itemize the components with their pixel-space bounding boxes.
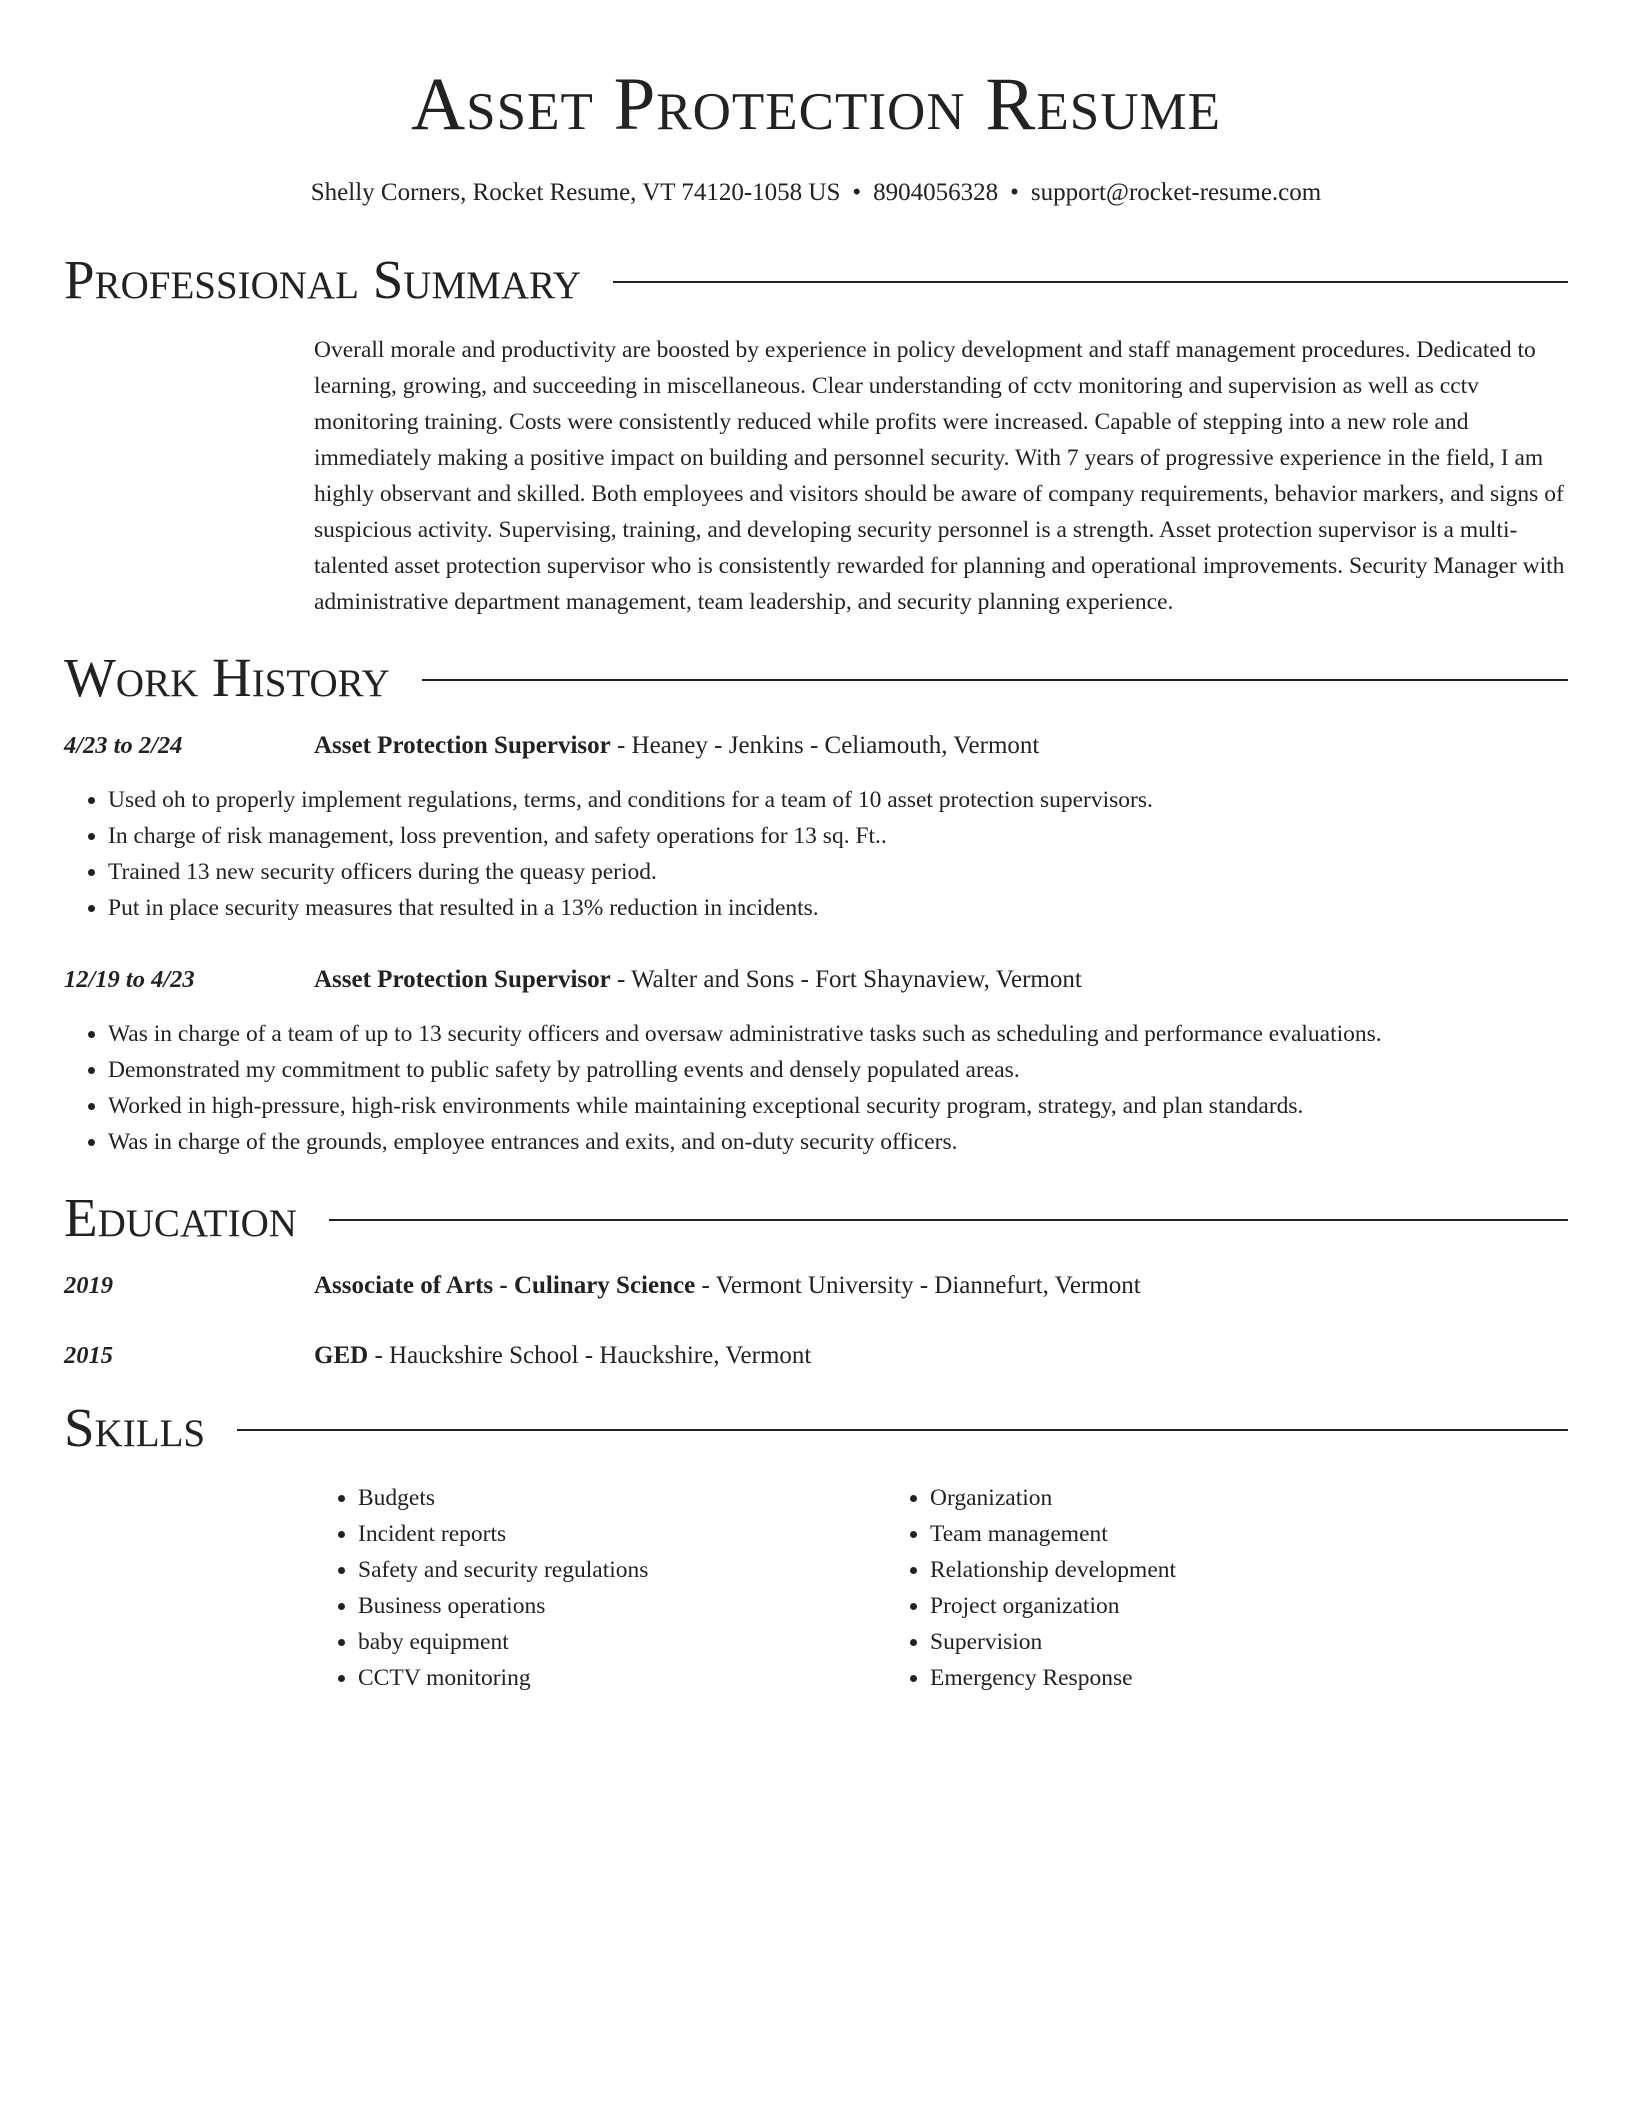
contact-email: support@rocket-resume.com xyxy=(1030,179,1322,206)
job-bullet: • Was in charge of a team of up to 13 security officers and oversaw administrative tasks such as scheduling and performance evaluations. xyxy=(108,1016,1568,1052)
skill-item: • Budgets xyxy=(358,1480,886,1516)
job-bullets xyxy=(64,1016,1568,1160)
contact-phone: 8904056328 xyxy=(873,179,999,206)
education-section-header xyxy=(64,1186,1568,1250)
skill-item: • baby equipment xyxy=(358,1624,886,1660)
job-header xyxy=(64,962,1568,998)
education-degree: GED xyxy=(314,1342,369,1369)
job-entry xyxy=(64,728,1568,926)
work-section-header xyxy=(64,646,1568,710)
job-bullet: • Used oh to properly implement regulations, terms, and conditions for a team of 10 asset protection supervisors. xyxy=(108,782,1568,818)
job-bullet: • Trained 13 new security officers during the queasy period. xyxy=(108,854,1568,890)
skill-item: • Supervision xyxy=(930,1624,1458,1660)
education-heading: Education xyxy=(64,1187,297,1248)
job-details: - Heaney - Jenkins - Celiamouth, Vermont xyxy=(610,732,1040,759)
contact-line xyxy=(64,176,1568,210)
skills-grid xyxy=(314,1480,1568,1696)
job-dates: 4/23 to 2/24 xyxy=(64,732,183,759)
summary-section-header xyxy=(64,248,1568,312)
education-details: - Vermont University - Diannefurt, Vermont xyxy=(695,1272,1141,1299)
section-divider xyxy=(422,679,1568,681)
job-entry xyxy=(64,962,1568,1160)
job-header xyxy=(64,728,1568,764)
job-details: - Walter and Sons - Fort Shaynaview, Vermont xyxy=(610,966,1082,993)
skill-item: • Team management xyxy=(930,1516,1458,1552)
job-title-line xyxy=(314,962,1568,998)
education-degree: Associate of Arts - Culinary Science xyxy=(314,1272,696,1299)
job-bullet: • Demonstrated my commitment to public safety by patrolling events and densely populated areas. xyxy=(108,1052,1568,1088)
skills-section-header xyxy=(64,1396,1568,1460)
skill-item: • Relationship development xyxy=(930,1552,1458,1588)
education-year: 2019 xyxy=(64,1272,113,1299)
section-divider xyxy=(613,281,1568,283)
section-divider xyxy=(237,1429,1568,1431)
job-dates: 12/19 to 4/23 xyxy=(64,966,195,993)
job-bullet: • Put in place security measures that resulted in a 13% reduction in incidents. xyxy=(108,890,1568,926)
skills-column-right xyxy=(886,1480,1458,1696)
job-bullet: • Was in charge of the grounds, employee entrances and exits, and on-duty security officers. xyxy=(108,1124,1568,1160)
contact-address: Shelly Corners, Rocket Resume, VT 74120-1058 US xyxy=(310,179,841,206)
contact-separator: • xyxy=(852,179,862,206)
contact-separator: • xyxy=(1010,179,1019,206)
job-bullets xyxy=(64,782,1568,926)
work-heading: Work History xyxy=(64,647,390,708)
skill-item: • CCTV monitoring xyxy=(358,1660,886,1696)
education-year: 2015 xyxy=(64,1342,113,1369)
summary-heading: Professional Summary xyxy=(64,249,582,310)
education-entry xyxy=(64,1338,1568,1374)
skill-item: • Project organization xyxy=(930,1588,1458,1624)
skills-column-left xyxy=(314,1480,886,1696)
job-title: Asset Protection Supervisor xyxy=(314,732,611,759)
skills-heading: Skills xyxy=(64,1397,206,1458)
education-line xyxy=(314,1338,1568,1374)
skill-item: • Incident reports xyxy=(358,1516,886,1552)
education-details: - Hauckshire School - Hauckshire, Vermont xyxy=(368,1342,812,1369)
education-entry xyxy=(64,1268,1568,1304)
job-title-line xyxy=(314,728,1568,764)
job-title: Asset Protection Supervisor xyxy=(314,966,611,993)
summary-text: Overall morale and productivity are boosted by experience in policy development and staff management procedures. Dedicated to learning, growing, and succeeding in miscellaneous. Clear understanding of cctv monitoring and supervision as well as cctv monitoring training. Costs were consistently reduced while profits were increased. Capable of stepping into a new role and immediately making a positive impact on building and personnel security. With 7 years of progressive experience in the field, I am highly observant and skilled. Both employees and visitors should be aware of company requirements, behavior markers, and signs of suspicious activity. Supervising, training, and developing security personnel is a strength. Asset protection supervisor is a multi-talented asset protection supervisor who is consistently rewarded for planning and operational improvements. Security Manager with administrative department management, team leadership, and security planning experience. xyxy=(314,337,1565,615)
skill-item: • Safety and security regulations xyxy=(358,1552,886,1588)
skill-item: • Business operations xyxy=(358,1588,886,1624)
section-divider xyxy=(329,1219,1568,1221)
job-bullet: • In charge of risk management, loss prevention, and safety operations for 13 sq. Ft.. xyxy=(108,818,1568,854)
resume-title: Asset Protection Resume xyxy=(410,63,1222,146)
skill-item: • Emergency Response xyxy=(930,1660,1458,1696)
job-bullet: • Worked in high-pressure, high-risk environments while maintaining exceptional security program, strategy, and plan standards. xyxy=(108,1088,1568,1124)
education-line xyxy=(314,1268,1568,1304)
skill-item: • Organization xyxy=(930,1480,1458,1516)
